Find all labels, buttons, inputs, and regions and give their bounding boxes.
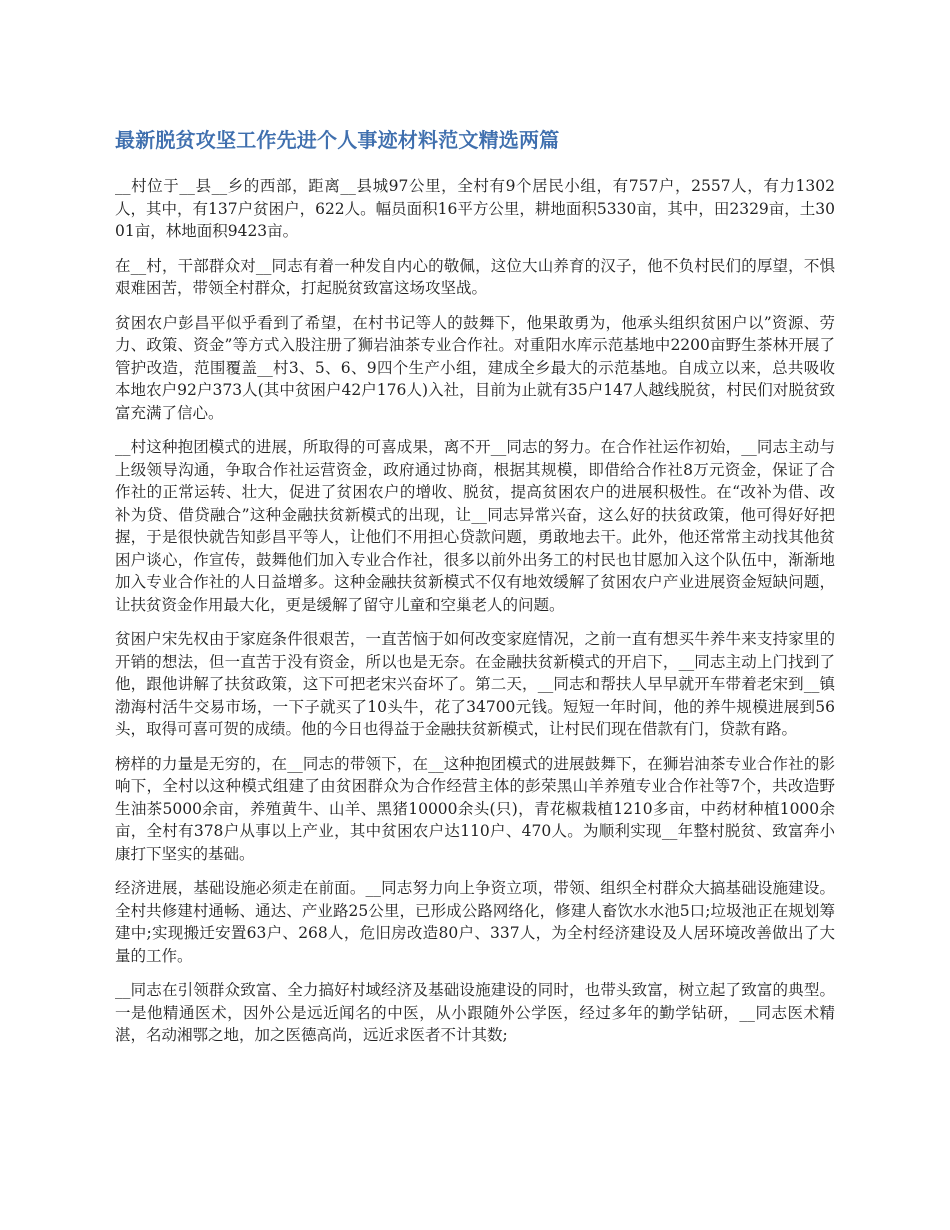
document-page: [115, 124, 835, 1059]
paragraph-7: 经济进展，基础设施必须走在前面。__同志努力向上争资立项，带领、组织全村群众大搞基础设施建设。全村共修建村通畅、通达、产业路25公里，已形成公路网络化，修建人畜饮水水池5口;垃圾池正在规划筹建中;实现搬迁安置63户、268人，危旧房改造80户、337人，为全村经济建设及人居环境改善做出了大量的工作。: [115, 879, 835, 965]
paragraph-4: __村这种抱团模式的进展，所取得的可喜成果，离不开__同志的努力。在合作社运作初始，__同志主动与上级领导沟通，争取合作社运营资金，政府通过协商，根据其规模，即借给合作社8万元资金，保证了合作社的正常运转、壮大，促进了贫困农户的增收、脱贫，提高贫困农户的进展积极性。在“改补为借、改补为贷、借贷融合”这种金融扶贫新模式的出现，让__同志异常兴奋，这么好的扶贫政策，他可得好好把握，于是很快就告知彭昌平等人，让他们不用担心贷款问题，勇敢地去干。此外，他还常常主动找其他贫困户谈心，作宣传，鼓舞他们加入专业合作社，很多以前外出务工的村民也甘愿加入这个队伍中，渐渐地加入专业合作社的人日益增多。这种金融扶贫新模式不仅有地效缓解了贫困农户产业进展资金短缺问题，让扶贫资金作用最大化，更是缓解了留守儿童和空巢老人的问题。: [115, 438, 835, 614]
paragraph-3: 贫困农户彭昌平似乎看到了希望，在村书记等人的鼓舞下，他果敢勇为，他承头组织贫困户以”资源、劳力、政策、资金”等方式入股注册了狮岩油茶专业合作社。对重阳水库示范基地中2200亩野生茶林开展了管护改造，范围覆盖__村3、5、6、9四个生产小组，建成全乡最大的示范基地。自成立以来，总共吸收本地农户92户373人(其中贫困户42户176人)入社，目前为止就有35户147人越线脱贫，村民们对脱贫致富充满了信心。: [115, 313, 835, 422]
paragraph-1: __村位于__县__乡的西部，距离__县城97公里，全村有9个居民小组，有757户，2557人，有力1302人，其中，有137户贫困户，622人。幅员面积16平方公里，耕地面积5330亩，其中，田2329亩，土3001亩，林地面积9423亩。: [115, 177, 836, 240]
document-title: 最新脱贫攻坚工作先进个人事迹材料范文精选两篇: [115, 130, 560, 152]
paragraph-2: 在__村，干部群众对__同志有着一种发自内心的敬佩，这位大山养育的汉子，他不负村民们的厚望，不惧艰难困苦，带领全村群众，打起脱贫致富这场攻坚战。: [115, 256, 835, 297]
paragraph-8: __同志在引领群众致富、全力搞好村域经济及基础设施建设的同时，也带头致富，树立起了致富的典型。一是他精通医术，因外公是远近闻名的中医，从小跟随外公学医，经过多年的勤学钻研，__同志医术精湛，名动湘鄂之地，加之医德高尚，远近求医者不计其数;: [115, 981, 835, 1044]
paragraph-5: 贫困户宋先权由于家庭条件很艰苦，一直苦恼于如何改变家庭情况，之前一直有想买牛养牛来支持家里的开销的想法，但一直苦于没有资金，所以也是无奈。在金融扶贫新模式的开启下，__同志主动上门找到了他，跟他讲解了扶贫政策，这下可把老宋兴奋坏了。第二天，__同志和帮扶人早早就开车带着老宋到__镇渤海村活牛交易市场，一下子就买了10头牛，花了34700元钱。短短一年时间，他的养牛规模进展到56头，取得可喜可贺的成绩。他的今日也得益于金融扶贫新模式，让村民们现在借款有门，贷款有路。: [115, 630, 835, 738]
paragraph-6: 榜样的力量是无穷的，在__同志的带领下，在__这种抱团模式的进展鼓舞下，在狮岩油茶专业合作社的影响下，全村以这种模式组建了由贫困群众为合作经营主体的彭荣黑山羊养殖专业合作社等7个，共改造野生油茶5000余亩，养殖黄牛、山羊、黑猪10000余头(只)，青花椒栽植1210多亩，中药材种植1000余亩，全村有378户从事以上产业，其中贫困农户达110户、470人。为顺利实现__年整村脱贫、致富奔小康打下坚实的基础。: [115, 754, 835, 863]
